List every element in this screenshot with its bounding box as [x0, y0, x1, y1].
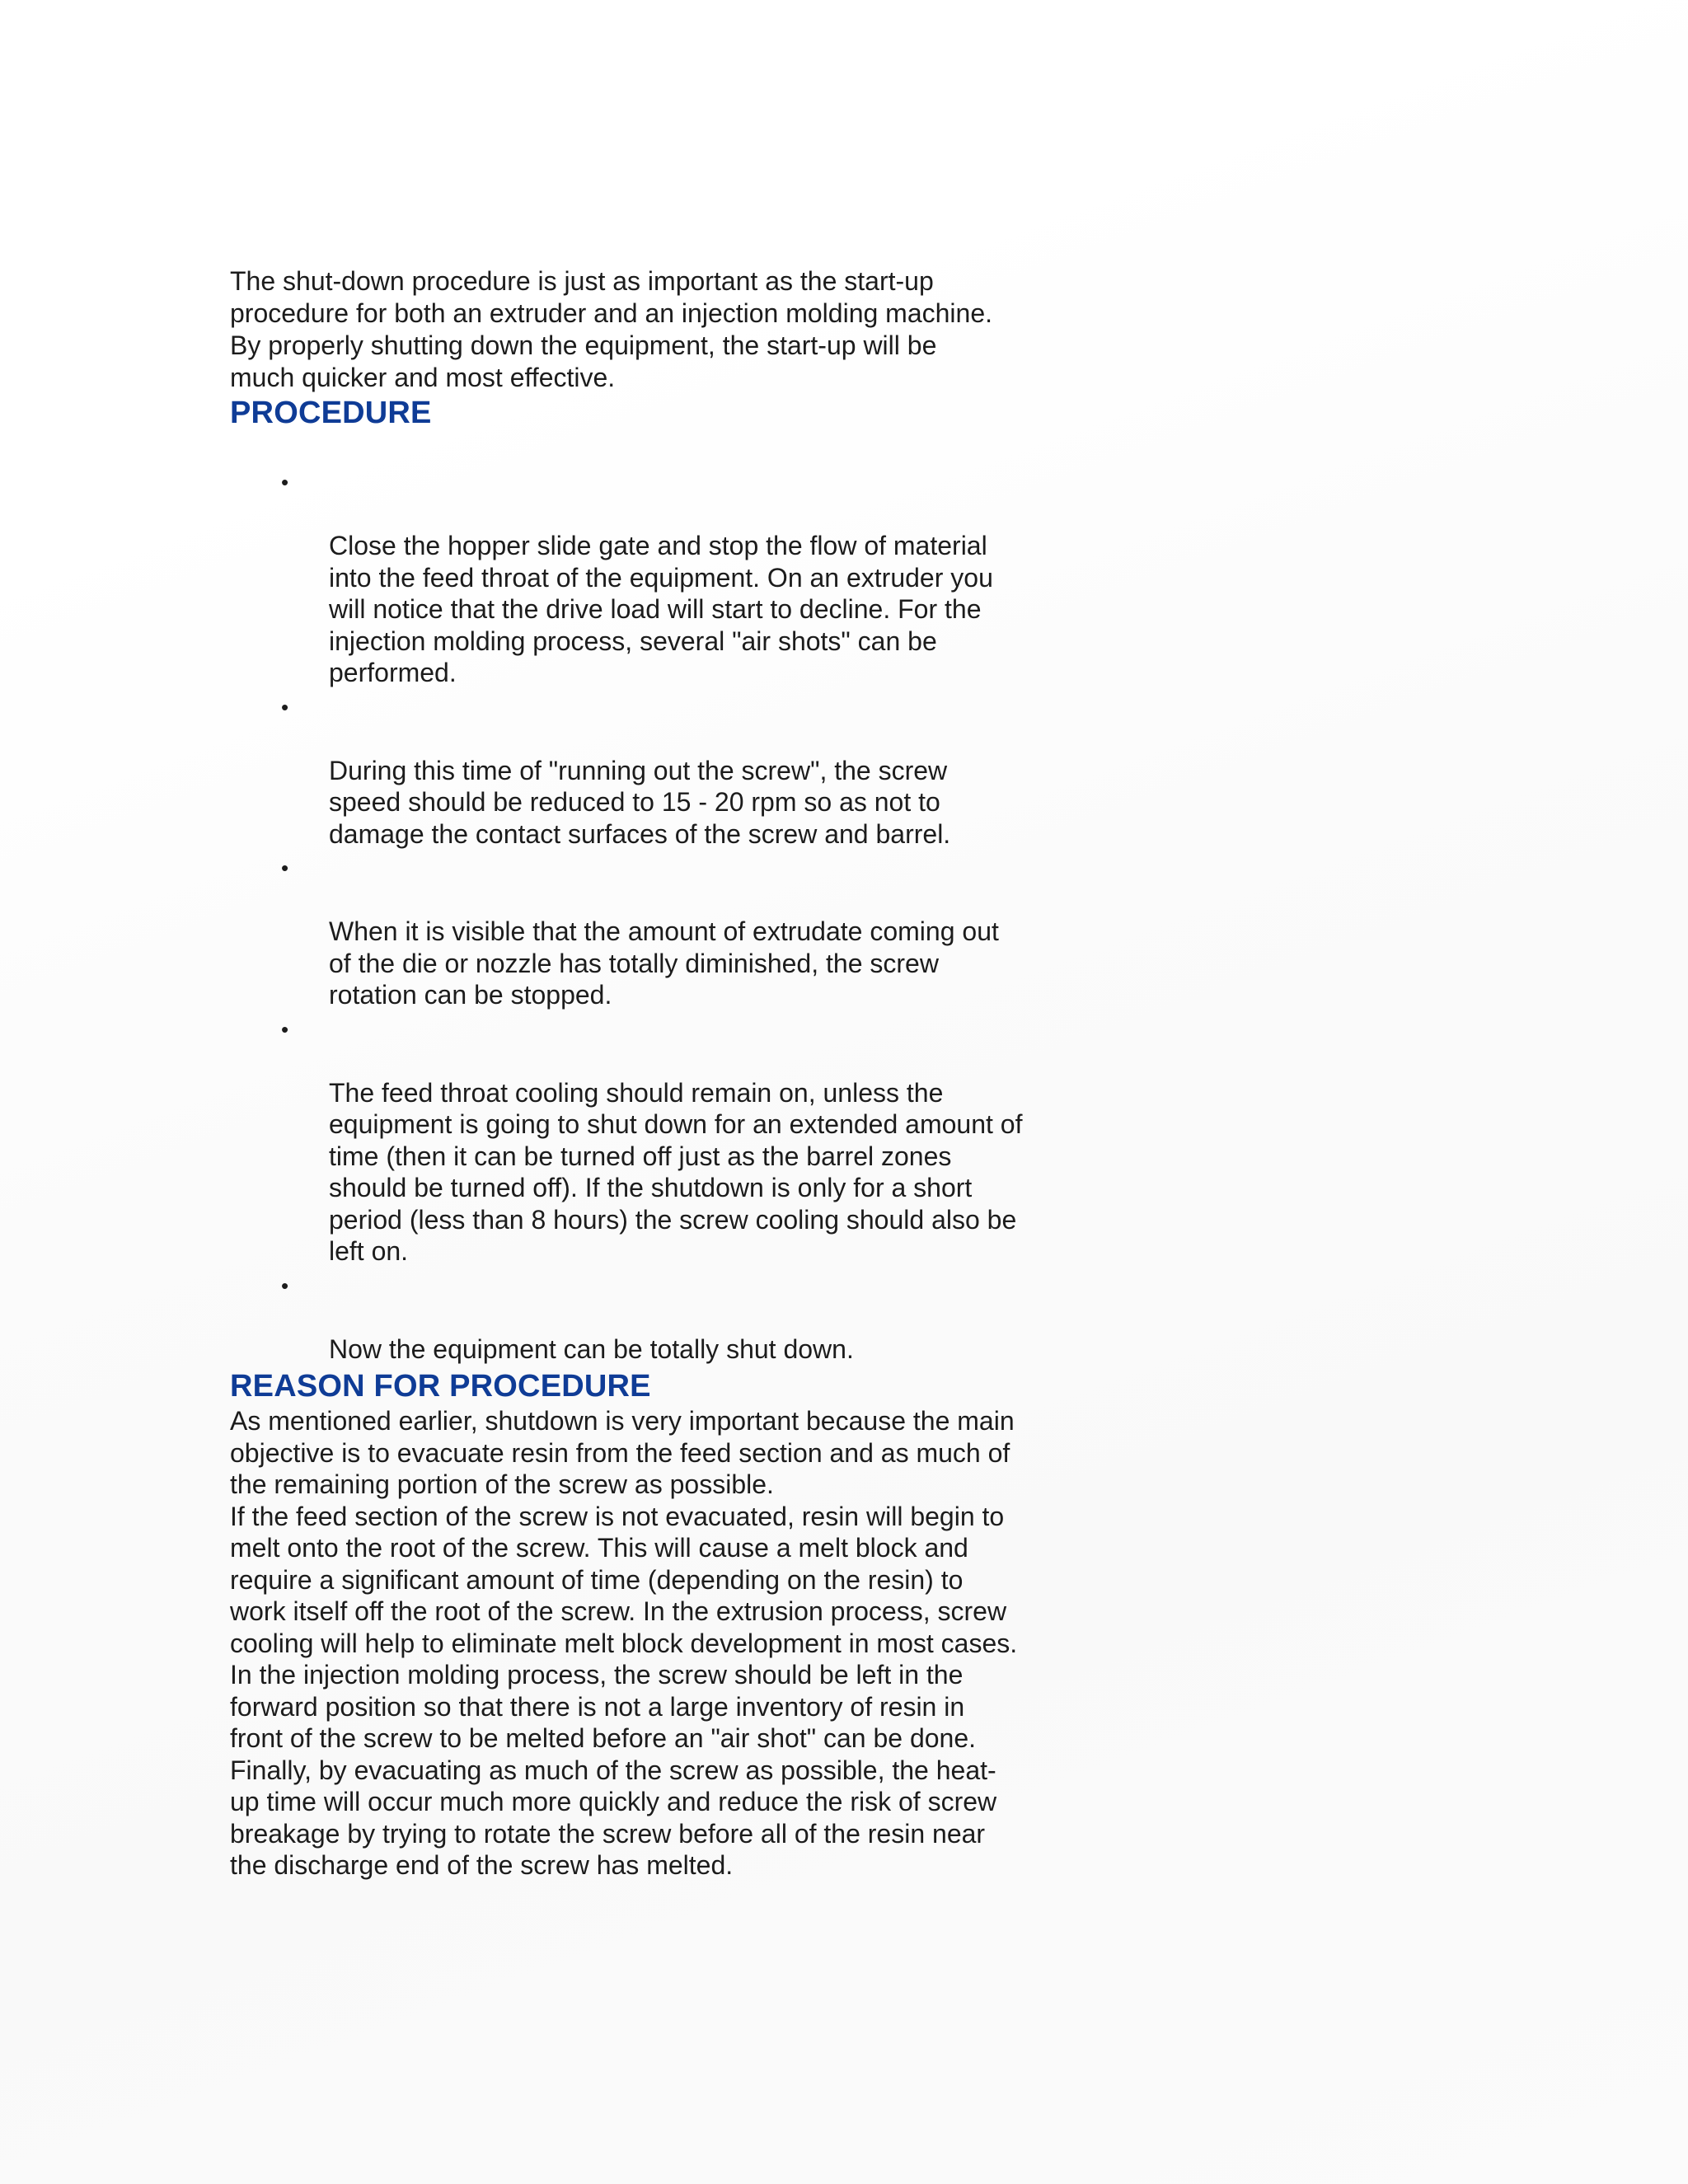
procedure-step [230, 852, 1071, 1011]
intro-paragraph-1: The shut-down procedure is just as important as the start-up procedure for both an extruder and an injection molding machine. [230, 266, 993, 328]
procedure-step-text: During this time of "running out the screw", the screw speed should be reduced to 15 - 20 rpm so as not to damage the contact surfaces of the screw and barrel. [329, 755, 951, 849]
bullet-icon: • [281, 1272, 289, 1298]
bullet-icon: • [281, 470, 289, 494]
procedure-step-text: The feed throat cooling should remain on, unless the equipment is going to shut down for an extended amount of time (then it can be turned off just as the barrel zones should be turned off). If the shutdown is only for a short period (less than 8 hours) the screw cooling should also be left on. [329, 1077, 1023, 1266]
procedure-step [230, 1014, 1071, 1268]
document-body [230, 265, 1071, 1882]
bullet-icon: • [281, 855, 289, 880]
procedure-step [230, 466, 1071, 689]
procedure-step [230, 691, 1071, 851]
bullet-icon: • [281, 1016, 289, 1042]
procedure-heading: PROCEDURE [230, 396, 432, 430]
bullet-icon: • [281, 694, 289, 719]
reason-heading: REASON FOR PROCEDURE [230, 1369, 651, 1404]
procedure-step-text: Close the hopper slide gate and stop the flow of material into the feed throat of the equipment. On an extruder you will notice that the drive load will start to decline. For the injection molding process, several "air shots" can be performed. [329, 531, 993, 687]
procedure-step-text: When it is visible that the amount of extrudate coming out of the die or nozzle has totally diminished, the screw rotation can be stopped. [329, 916, 999, 1010]
procedure-step [230, 1270, 1071, 1366]
reason-paragraph: As mentioned earlier, shutdown is very important because the main objective is to evacuate resin from the feed section and as much of the remaining portion of the screw as possible. If the feed section of the screw is not evacuated, resin will begin to melt onto the root of the screw. This will cause a melt block and require a significant amount of time (depending on the resin) to work itself off the root of the screw. In the extrusion process, screw cooling will help to eliminate melt block development in most cases. In the injection molding process, the screw should be left in the forward position so that there is not a large inventory of resin in front of the screw to be melted before an "air shot" can be done. Finally, by evacuating as much of the screw as possible, the heat- up time will occur much more quickly and reduce the risk of screw breakage by trying to rotate the screw before all of the resin near the discharge end of the screw has melted. [230, 1406, 1018, 1880]
procedure-list [230, 466, 1071, 1365]
intro-paragraph-2: By properly shutting down the equipment, the start-up will be much quicker and most effective. [230, 330, 937, 392]
procedure-step-text: Now the equipment can be totally shut down. [329, 1333, 854, 1364]
